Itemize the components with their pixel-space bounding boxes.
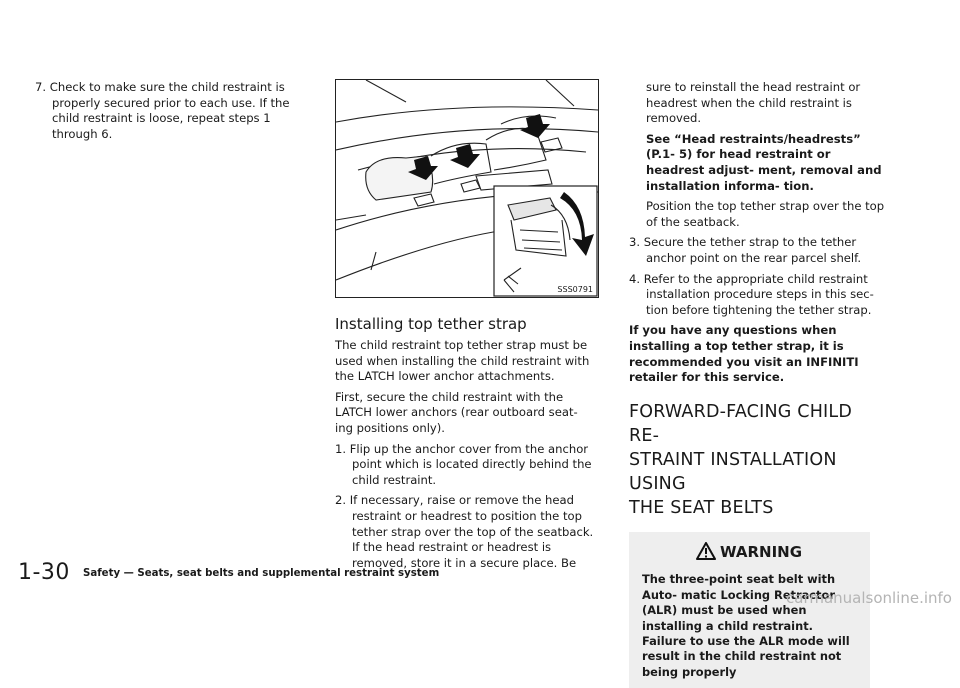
paragraph-first-secure: First, secure the child restraint with the LATCH lower anchors (rear outboard seat- ing positions only).: [335, 389, 578, 435]
see-reference: [629, 132, 887, 194]
step-7: [35, 80, 318, 142]
column-middle: [335, 305, 599, 576]
warning-body: The three-point seat belt with Auto- matic Locking Retractor (ALR) must be used when installing a child restraint. Failure to use the ALR mode will result in the child restraint not being properly: [642, 572, 850, 679]
position-strap-text: Position the top tether strap over the top of the seatback.: [646, 199, 885, 229]
section-heading: [629, 400, 887, 520]
questions-note-text: If you have any questions when installing a top tether strap, it is recommended you visit an INFINITI retailer for this service.: [629, 323, 859, 385]
section-subheading: Installing top tether strap: [335, 315, 527, 333]
section-heading-line-2: STRAINT INSTALLATION USING: [629, 449, 837, 494]
figure-label: SSS0791: [557, 285, 593, 294]
step-7-text: Check to make sure the child restraint is properly secured prior to each use. If the child restraint is loose, repeat steps 1 through 6.: [49, 80, 290, 141]
warning-box: [629, 532, 870, 688]
page-footer: [18, 560, 439, 585]
step-1: 1. Flip up the anchor cover from the anchor point which is located directly behind the child restraint.: [335, 441, 592, 487]
anchor-figure: [335, 79, 599, 298]
page-number: 1-30: [18, 560, 70, 585]
see-reference-text: See “Head restraints/headrests” (P.1- 5) for head restraint or headrest adjust- ment, removal and installation informa- tion.: [646, 131, 882, 193]
step-7-number: 7.: [35, 80, 47, 94]
section-heading-line-1: FORWARD-FACING CHILD RE-: [629, 401, 853, 446]
warning-title-text: WARNING: [719, 542, 803, 561]
paragraph-tether-required: The child restraint top tether strap must be used when installing the child restraint with the LATCH lower anchor attachments.: [335, 338, 590, 384]
step-2-continued: sure to reinstall the head restraint or headrest when the child restraint is removed.: [646, 80, 861, 126]
section-heading-line-3: THE SEAT BELTS: [629, 497, 774, 518]
footer-section-title: Safety — Seats, seat belts and supplemental restraint system: [83, 568, 440, 579]
parcel-shelf-illustration: [336, 80, 598, 297]
column-left: [35, 80, 318, 147]
questions-note: [629, 323, 887, 385]
step-2: 2. If necessary, raise or remove the head restraint or headrest to position the top tether strap over the top of the seatback. If the head restraint or headrest is removed, store it in a secure place. Be: [335, 493, 594, 570]
step-4: 4. Refer to the appropriate child restraint installation procedure steps in this sec- tion before tightening the tether strap.: [629, 271, 874, 317]
warning-title: [642, 542, 856, 561]
step-3: 3. Secure the tether strap to the tether anchor point on the rear parcel shelf.: [629, 235, 862, 265]
warning-triangle-icon: [696, 542, 716, 560]
watermark: carmanualsonline.info: [786, 589, 952, 607]
